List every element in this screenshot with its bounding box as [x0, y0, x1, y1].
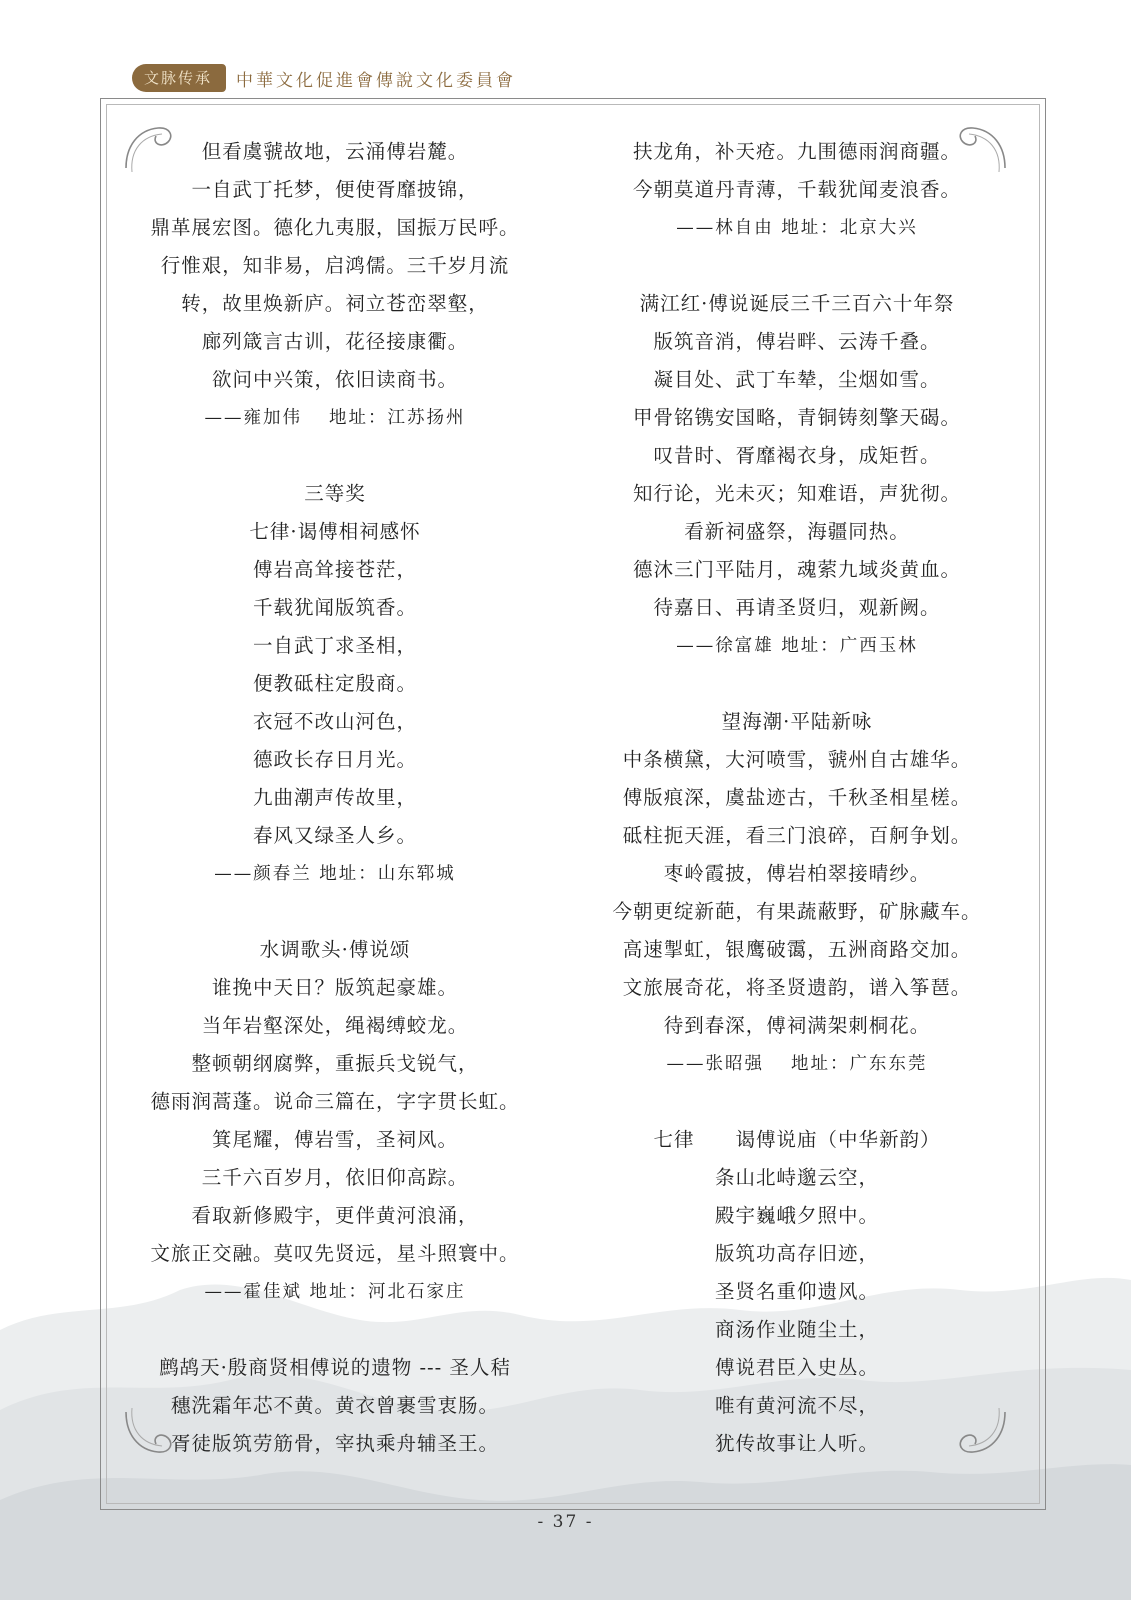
right-text-column	[597, 133, 997, 1463]
poem-line: 商汤作业随尘土，	[714, 1318, 879, 1341]
poem-line: 凝目处、武丁车辇，尘烟如雪。	[653, 368, 941, 391]
poem-line: 德沐三门平陆月，魂萦九域炎黄血。	[632, 558, 961, 581]
poem-line: 廊列箴言古训，花径接康衢。	[201, 330, 469, 353]
poem-line: 傅版痕深，虞盐迹古，千秋圣相星槎。	[622, 786, 972, 809]
poem-line: 看取新修殿宇，更伴黄河浪涌，	[191, 1204, 479, 1227]
poem-line: 傅说君臣入史丛。	[714, 1356, 879, 1379]
poem-line: 三千六百岁月，依旧仰高踪。	[201, 1166, 469, 1189]
poem-line: 鼎革展宏图。德化九夷服，国振万民呼。	[150, 216, 520, 239]
poem-line: 箕尾耀，傅岩雪，圣祠风。	[211, 1128, 458, 1151]
poem-line: 衣冠不改山河色，	[252, 710, 417, 733]
poem-line: 枣岭霞披，傅岩柏翠接晴纱。	[663, 862, 931, 885]
poem-author-line: ——林自由 地址：北京大兴	[676, 218, 918, 238]
poem-line: 甲骨铭镌安国略，青铜铸刻擎天碣。	[632, 406, 961, 429]
poem-line: 穗洗霜年芯不黄。黄衣曾裹雪衷肠。	[170, 1394, 499, 1417]
poem-line: 犹传故事让人听。	[714, 1432, 879, 1455]
poem-line: 高速掣虹，银鹰破霭，五洲商路交加。	[622, 938, 972, 961]
poem-line: 待嘉日、再请圣贤归，观新阙。	[653, 596, 941, 619]
poem-line: 整顿朝纲腐弊，重振兵戈锐气，	[191, 1052, 479, 1075]
poem-line: 当年岩壑深处，绳褐缚蛟龙。	[201, 1014, 469, 1037]
poem-line: 水调歌头·傅说颂	[259, 938, 411, 961]
poem-line: 唯有黄河流不尽，	[714, 1394, 879, 1417]
poem-author-line: ——霍佳斌 地址：河北石家庄	[204, 1282, 466, 1302]
poem-line: 七律 谒傅说庙（中华新韵）	[653, 1128, 941, 1151]
poem-author-line: ——颜春兰 地址：山东郓城	[214, 864, 456, 884]
poem-line: 文旅展奇花，将圣贤遗韵，谱入筝琶。	[622, 976, 972, 999]
poem-line: 德政长存日月光。	[252, 748, 417, 771]
poem-line: 满江红·傅说诞辰三千三百六十年祭	[639, 292, 955, 315]
poem-author-line: ——张昭强 地址：广东东莞	[666, 1054, 928, 1074]
poem-line: 九曲潮声传故里，	[252, 786, 417, 809]
spacer	[135, 437, 535, 475]
section-badge: 文脉传承	[132, 64, 226, 92]
header-banner	[132, 62, 516, 94]
poem-line: 版筑音消，傅岩畔、云涛千叠。	[653, 330, 941, 353]
poem-line: 砥柱扼天涯，看三门浪碎，百舸争划。	[622, 824, 972, 847]
poem-line: 看新祠盛祭，海疆同热。	[684, 520, 910, 543]
poem-line: 圣贤名重仰遗风。	[714, 1280, 879, 1303]
poem-line: 今朝莫道丹青薄，千载犹闻麦浪香。	[632, 178, 961, 201]
poem-line: 千载犹闻版筑香。	[252, 596, 417, 619]
poem-line: 三等奖	[304, 482, 366, 505]
poem-line: 傅岩高耸接苍茫，	[252, 558, 417, 581]
poem-line: 今朝更绽新葩，有果蔬蔽野，矿脉藏车。	[612, 900, 982, 923]
poem-line: 版筑功高存旧迹，	[714, 1242, 879, 1265]
poem-line: 欲问中兴策，依旧读商书。	[211, 368, 458, 391]
poem-line: 行惟艰，知非易，启鸿儒。三千岁月流	[160, 254, 510, 277]
poem-line: 春风又绿圣人乡。	[252, 824, 417, 847]
poem-line: 中条横黛，大河喷雪，虢州自古雄华。	[622, 748, 972, 771]
poem-line: 转，故里焕新庐。祠立苍峦翠壑，	[181, 292, 489, 315]
spacer	[135, 1311, 535, 1349]
poem-line: 一自武丁求圣相，	[252, 634, 417, 657]
poem-line: 叹昔时、胥靡褐衣身，成矩哲。	[653, 444, 941, 467]
poem-line: 望海潮·平陆新咏	[721, 710, 873, 733]
poem-author-line: ——雍加伟 地址：江苏扬州	[204, 408, 466, 428]
spacer	[135, 893, 535, 931]
spacer	[597, 247, 997, 285]
spacer	[597, 1083, 997, 1121]
poem-line: 七律·谒傅相祠感怀	[249, 520, 421, 543]
poem-line: 文旅正交融。莫叹先贤远，星斗照寰中。	[150, 1242, 520, 1265]
poem-line: 一自武丁托梦，便使胥靡披锦，	[191, 178, 479, 201]
poem-line: 胥徒版筑劳筋骨，宰执乘舟辅圣王。	[170, 1432, 499, 1455]
poem-author-line: ——徐富雄 地址：广西玉林	[676, 636, 918, 656]
publication-title: 中華文化促進會傳說文化委員會	[236, 70, 517, 91]
left-text-column	[135, 133, 535, 1463]
poem-line: 待到春深，傅祠满架刺桐花。	[663, 1014, 931, 1037]
poem-line: 但看虞虢故地，云涌傅岩麓。	[201, 140, 469, 163]
poem-line: 谁挽中天日？版筑起豪雄。	[211, 976, 458, 999]
poem-line: 扶龙角，补天疮。九围德雨润商疆。	[632, 140, 961, 163]
poem-line: 德雨润蒿蓬。说命三篇在，字字贯长虹。	[150, 1090, 520, 1113]
poem-line: 鹧鸪天·殷商贤相傅说的遗物 --- 圣人秸	[159, 1356, 511, 1379]
poem-line: 殿宇巍峨夕照中。	[714, 1204, 879, 1227]
page-number: - 37 -	[537, 1512, 594, 1532]
poem-line: 便教砥柱定殷商。	[252, 672, 417, 695]
spacer	[597, 665, 997, 703]
poem-line: 条山北峙邈云空，	[714, 1166, 879, 1189]
poem-line: 知行论，光未灭；知难语，声犹彻。	[632, 482, 961, 505]
